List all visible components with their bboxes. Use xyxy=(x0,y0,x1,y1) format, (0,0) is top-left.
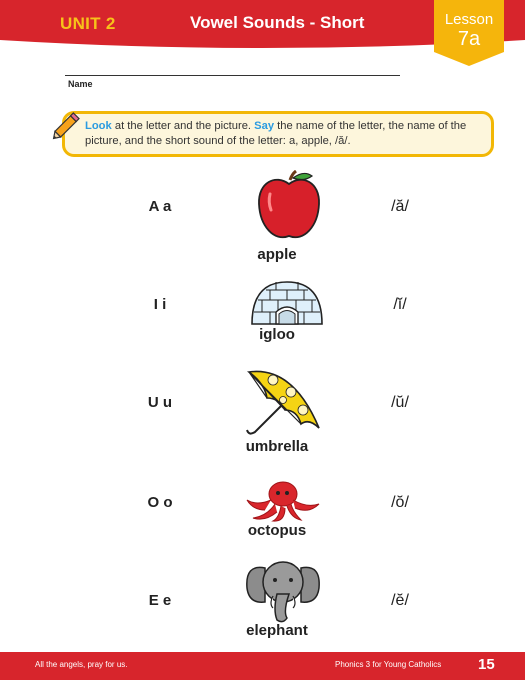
unit-label: UNIT 2 xyxy=(60,14,116,33)
picture-word: apple xyxy=(257,246,297,263)
lesson-word: Lesson xyxy=(444,11,494,28)
igloo-icon xyxy=(242,280,332,326)
instruction-part1: at the letter and the picture. xyxy=(111,120,255,132)
instruction-part2: the name of the letter, the name of the picture, and the short sound of the letter: a, apple, /ă/. xyxy=(85,120,467,147)
instruction-say: Say xyxy=(254,120,275,132)
footer-book-title: Phonics 3 for Young Catholics xyxy=(335,660,442,669)
name-line[interactable] xyxy=(65,75,400,76)
short-sound: /ă/ xyxy=(391,198,409,215)
letter-pair: I i xyxy=(153,296,167,313)
row-umbrella xyxy=(0,364,525,454)
row-elephant xyxy=(0,556,525,646)
picture-word: octopus xyxy=(247,522,307,539)
short-sound: /ŭ/ xyxy=(391,394,409,411)
pencil-icon xyxy=(50,108,84,142)
short-sound: /ŏ/ xyxy=(391,494,409,511)
row-apple xyxy=(0,168,525,263)
instruction-text xyxy=(85,119,485,149)
letter-pair: A a xyxy=(148,198,172,215)
footer-prayer: All the angels, pray for us. xyxy=(35,660,128,669)
picture-word: elephant xyxy=(246,622,308,639)
instruction-look: Look xyxy=(85,120,112,132)
octopus-icon xyxy=(238,480,328,522)
short-sound: /ĕ/ xyxy=(391,592,409,609)
row-igloo xyxy=(0,276,525,366)
picture-word: igloo xyxy=(259,326,295,343)
page-footer xyxy=(0,652,525,680)
name-label: Name xyxy=(68,79,93,89)
letter-pair: E e xyxy=(148,592,172,609)
row-octopus xyxy=(0,476,525,566)
apple-icon xyxy=(244,170,334,242)
letter-pair: O o xyxy=(147,494,173,511)
page-number: 15 xyxy=(478,656,495,673)
page-title: Vowel Sounds - Short xyxy=(190,13,365,32)
umbrella-icon xyxy=(238,366,328,438)
picture-word: umbrella xyxy=(245,438,309,455)
short-sound: /ĭ/ xyxy=(393,296,407,313)
lesson-number: 7a xyxy=(457,28,481,50)
lesson-badge xyxy=(434,0,504,66)
elephant-icon xyxy=(238,558,328,624)
instruction-box xyxy=(62,111,494,157)
letter-pair: U u xyxy=(147,394,173,411)
